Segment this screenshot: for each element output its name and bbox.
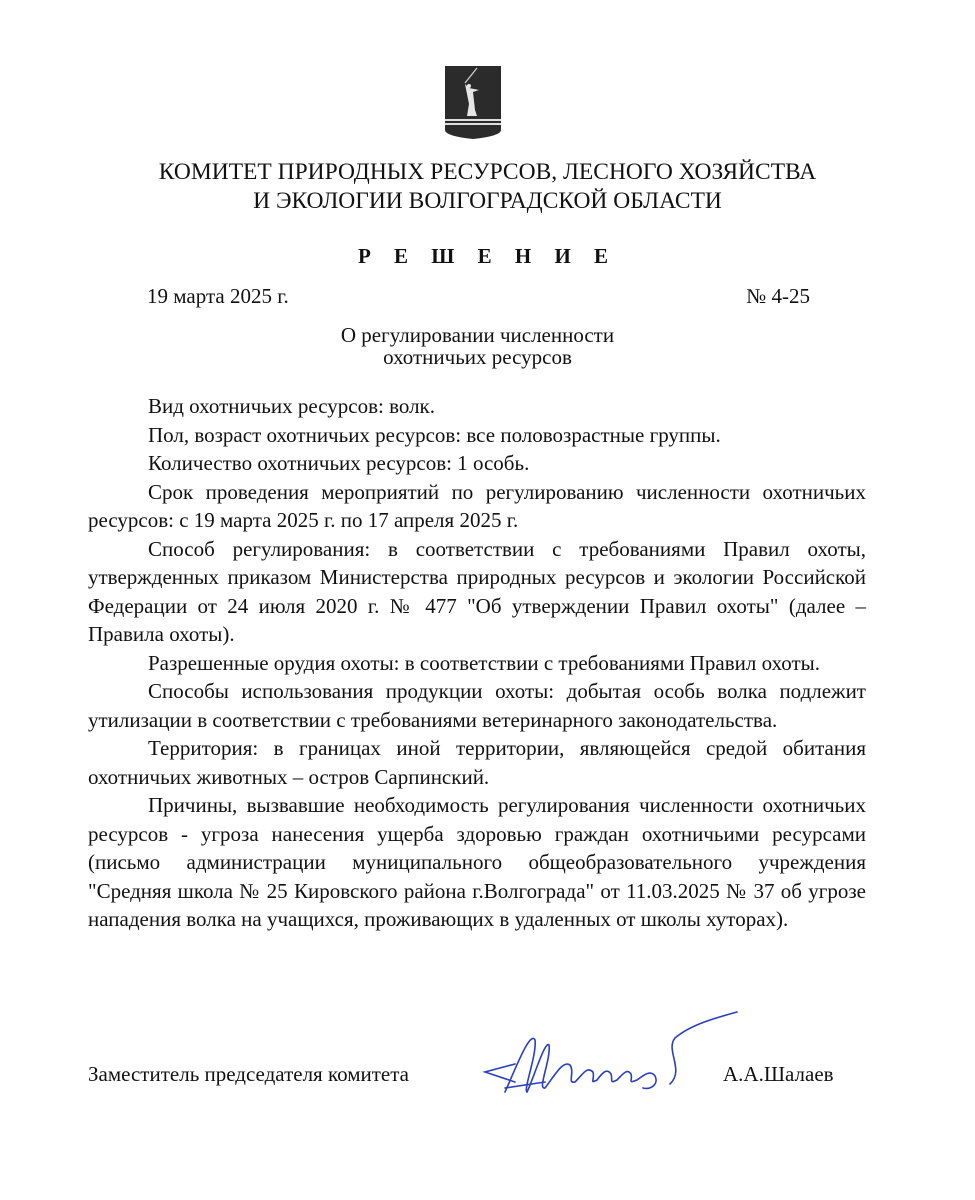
document-subject — [0, 324, 955, 368]
handwritten-signature — [475, 1010, 745, 1100]
document-type: Р Е Ш Е Н И Е — [357, 244, 618, 268]
subject-line: О регулировании численности — [340, 323, 615, 347]
paragraph: Пол, возраст охотничьих ресурсов: все половозрастные группы. — [148, 422, 721, 447]
organization-name — [0, 158, 975, 216]
document-number: № 4-25 — [746, 284, 810, 308]
paragraph: Способ регулирования: в соответствии с требованиями Правил охоты, утвержденных приказом Министерства природных ресурсов и экологии Российской Федерации от 24 июля 2020 г. № 477 "Об утверждении Правил охоты" (далее – Правила охоты). — [88, 536, 866, 646]
coat-of-arms-icon — [443, 64, 503, 140]
paragraph: Количество охотничьих ресурсов: 1 особь. — [148, 451, 530, 475]
paragraph: Срок проведения мероприятий по регулированию численности охотничьих ресурсов: с 19 марта 2025 г. по 17 апреля 2025 г. — [88, 479, 866, 532]
document-body — [88, 392, 866, 934]
organization-line: И ЭКОЛОГИИ ВОЛГОГРАДСКОЙ ОБЛАСТИ — [253, 188, 722, 214]
organization-line: КОМИТЕТ ПРИРОДНЫХ РЕСУРСОВ, ЛЕСНОГО ХОЗЯЙСТВА — [158, 159, 817, 185]
paragraph: Способы использования продукции охоты: добытая особь волка подлежит утилизации в соответствии с требованиями ветеринарного законодательства. — [88, 679, 866, 732]
signatory-role: Заместитель председателя комитета — [88, 1062, 409, 1086]
signatory-name: А.А.Шалаев — [723, 1062, 834, 1086]
paragraph: Разрешенные орудия охоты: в соответствии с требованиями Правил охоты. — [148, 650, 821, 675]
subject-line: охотничьих ресурсов — [383, 345, 572, 369]
paragraph: Причины, вызвавшие необходимость регулирования численности охотничьих ресурсов - угроза нанесения ущерба здоровью граждан охотничьими ресурсами (письмо администрации муниципального общеобразовательного учреждения "Средняя школа № 25 Кировского района г.Волгограда" от 11.03.2025 № 37 об угрозе нападения волка на учащихся, проживающих в удаленных от школы хуторах). — [88, 793, 866, 931]
document-date: 19 марта 2025 г. — [147, 284, 289, 308]
paragraph: Территория: в границах иной территории, являющейся средой обитания охотничьих животных – остров Сарпинский. — [88, 736, 866, 789]
paragraph: Вид охотничьих ресурсов: волк. — [148, 394, 435, 418]
